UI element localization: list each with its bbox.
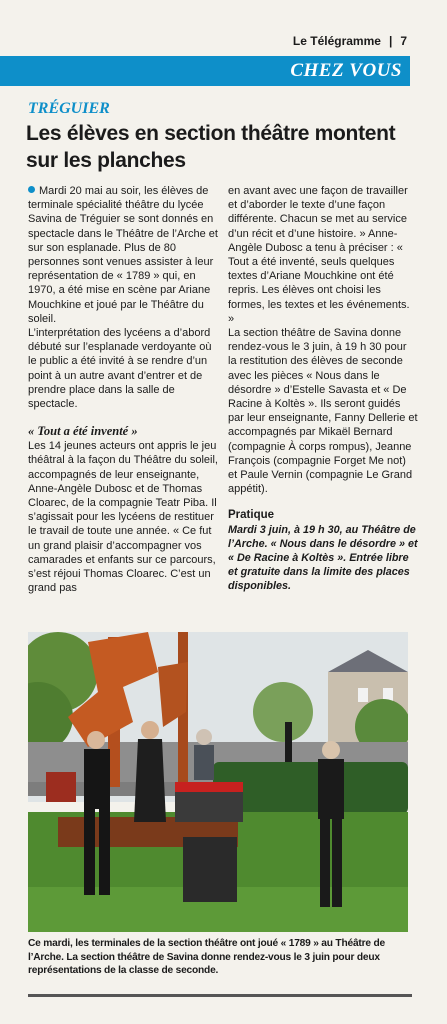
section-label: CHEZ VOUS [290,60,402,81]
paragraph-actors: Les 14 jeunes acteurs ont appris le jeu théâtral à la façon du Théâtre du soleil, accompagnés de leur enseignante, Anne-Angèle Dubosc et de Thomas Cloarec, de la compagnie Teatr Piba. Il s’agissait pour les lycéens de restituer le travail de toute une année. « Ce fut un grand plaisir d’accompagner vos camarades et enfants sur ce parcours, s’est réjoui Thomas Cloarec. C’est un grand pas [28,440,218,595]
pratique-heading: Pratique [228,509,275,522]
paragraph-esplanade: L’interprétation des lycéens a d’abord débuté sur l’esplanade verdoyante où le public a été invité à se rendre d’un point à un autre avant d’entrer et de prendre place dans la salle de spectacle. [28,327,212,411]
article-column-left [28,184,218,595]
page-number: 7 [400,34,407,48]
photo-illustration [28,632,408,932]
newspaper-name: Le Télégramme [292,34,381,48]
masthead-divider: | [388,34,393,48]
paragraph-intro-text: Mardi 20 mai au soir, les élèves de terminale spécialité théâtre du lycée Savina de Tréguier se sont donnés en spectacle dans le Théâtre de l’Arche et sur son esplanade. Plus de 80 personnes sont venues assister à leur représentation de « 1789 » qui, en 1970, a été mise en scène par Ariane Mouchkine et joué par le Théâtre du soleil. [28,185,218,325]
photo-caption: Ce mardi, les terminales de la section théâtre ont joué « 1789 » au Théâtre de l’Arche. La section théâtre de Savina donne rendez-vous le 3 juin pour deux représentations de la classe de seconde. [28,938,385,976]
bottom-rule [28,994,412,997]
paragraph-rendezvous: La section théâtre de Savina donne rendez-vous le 3 juin, à 19 h 30 pour la restitution des élèves de seconde avec les pièces « Nous dans le désordre » d’Estelle Savasta et « De Racine à Koltès ». Ils seront guidés par leur enseignante, Fanny Dellerie et accompagnés par Mikaël Bernard (compagnie À corps rompus), Jeanne François (compagnie Forget Me not) et Paule Vernin (compagnie Le Grand appétit). [228,327,418,496]
article-column-right [228,184,418,594]
bullet-dot-icon [28,186,35,193]
article-photo [28,632,408,932]
article-subhead: « Tout a été inventé » [28,424,138,439]
section-band [0,56,410,86]
article-headline: Les élèves en section théâtre montent sur les planches [26,122,396,172]
masthead [0,30,447,52]
article-kicker: TRÉGUIER [28,100,110,117]
pratique-text: Mardi 3 juin, à 19 h 30, au Théâtre de l’Arche. « Nous dans le désordre » et « De Racine à Koltès ». Entrée libre et gratuite dans la limite des places disponibles. [228,523,418,593]
paragraph-continuation: en avant avec une façon de travailler et d’aborder le texte d’une façon différente. Chacun se met au service d’un récit et d’une histoire. » Anne-Angèle Dubosc a tenu à préciser : « Tout a été inventé, seuls quelques textes d’Ariane Mouchkine ont été repris. Les élèves ont choisi les formes, les textes et les événements. » [228,185,410,325]
paragraph-intro [28,184,218,326]
